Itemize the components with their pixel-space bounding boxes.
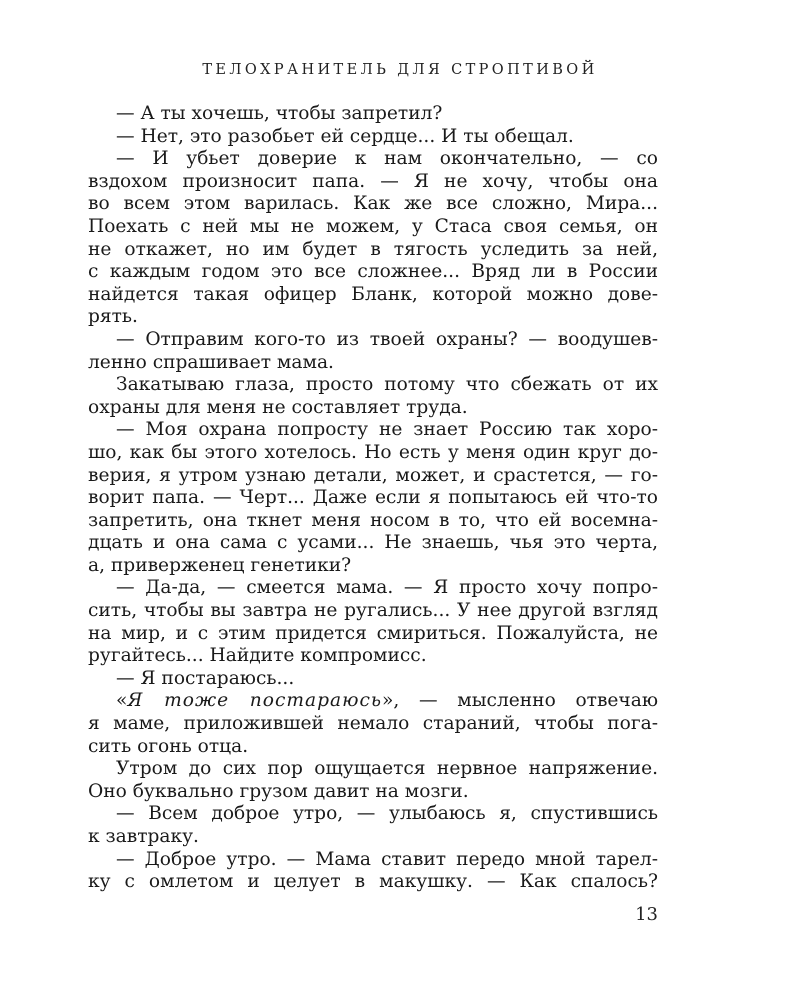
text-line: ку с омлетом и целует в макушку. — Как спалось?: [88, 871, 658, 893]
text-line: ленно спрашивает мама.: [88, 351, 334, 373]
text-line: к завтраку.: [88, 826, 199, 847]
text-line: верия, я утром узнаю детали, может, и срастется, — го-: [88, 464, 658, 486]
text-line: Оно буквально грузом давит на мозги.: [88, 780, 469, 802]
text-line: охраны для меня не составляет труда.: [88, 396, 468, 418]
text-line: вздохом произносит папа. — Я не хочу, чтобы она: [88, 170, 658, 192]
text-line: — Доброе утро. — Мама ставит передо мной тарел-: [116, 848, 658, 870]
running-head: ТЕЛОХРАНИТЕЛЬ ДЛЯ СТРОПТИВОЙ: [202, 62, 598, 78]
text-line: — Отправим кого-то из твоей охраны? — воодушев-: [116, 328, 658, 350]
text-line: во всем этом варилась. Как же все сложно, Мира...: [88, 193, 658, 215]
text-line: сить огонь отца.: [88, 735, 249, 757]
text-line: найдется такая офицер Бланк, которой можно дове-: [88, 283, 658, 305]
text-line: — Да-да, — смеется мама. — Я просто хочу попро-: [116, 577, 658, 599]
text-line: на мир, и с этим придется смириться. Пожалуйста, не: [88, 622, 658, 644]
italic-thought: Я тоже постараюсь: [127, 690, 382, 712]
text-line: Поехать с ней мы не можем, у Стаса своя семья, он: [88, 215, 658, 237]
quote-close: », — мысленно отвечаю: [382, 690, 659, 712]
text-line: — Нет, это разобьет ей сердце... И ты обещал.: [116, 125, 574, 147]
text-line: не откажет, но им будет в тягость уследить за ней,: [88, 238, 658, 260]
text-line: сить, чтобы вы завтра не ругались... У нее другой взгляд: [88, 600, 658, 622]
body-text: [88, 103, 658, 894]
quote-open: «: [116, 690, 128, 712]
text-line: я маме, приложившей немало стараний, чтобы пога-: [88, 713, 658, 735]
text-line: ругайтесь... Найдите компромисс.: [88, 645, 427, 667]
text-line: запретить, она ткнет меня носом в то, что ей восемна-: [88, 509, 658, 531]
text-line: — И убьет доверие к нам окончательно, — со: [116, 148, 658, 170]
text-line: ворит папа. — Черт... Даже если я попытаюсь ей что-то: [88, 487, 658, 509]
text-line: дцать и она сама с усами... Не знаешь, чья это черта,: [88, 532, 658, 554]
text-line: — А ты хочешь, чтобы запретил?: [116, 103, 443, 124]
text-line: Утром до сих пор ощущается нервное напряжение.: [116, 758, 658, 780]
page-number: 13: [635, 904, 658, 925]
text-line: — Всем доброе утро, — улыбаюсь я, спустившись: [116, 803, 658, 825]
text-line: Закатываю глаза, просто потому что сбежать от их: [116, 374, 658, 396]
text-line: рять.: [88, 306, 138, 328]
text-line: с каждым годом это все сложнее... Вряд ли в России: [88, 261, 658, 283]
text-line: а, приверженец генетики?: [88, 554, 352, 576]
text-line: шо, как бы этого хотелось. Но есть у меня один круг до-: [88, 441, 658, 463]
text-line: — Я постараюсь...: [116, 667, 295, 689]
text-line: — Моя охрана попросту не знает Россию так хоро-: [116, 419, 658, 441]
text-line: [88, 690, 658, 713]
